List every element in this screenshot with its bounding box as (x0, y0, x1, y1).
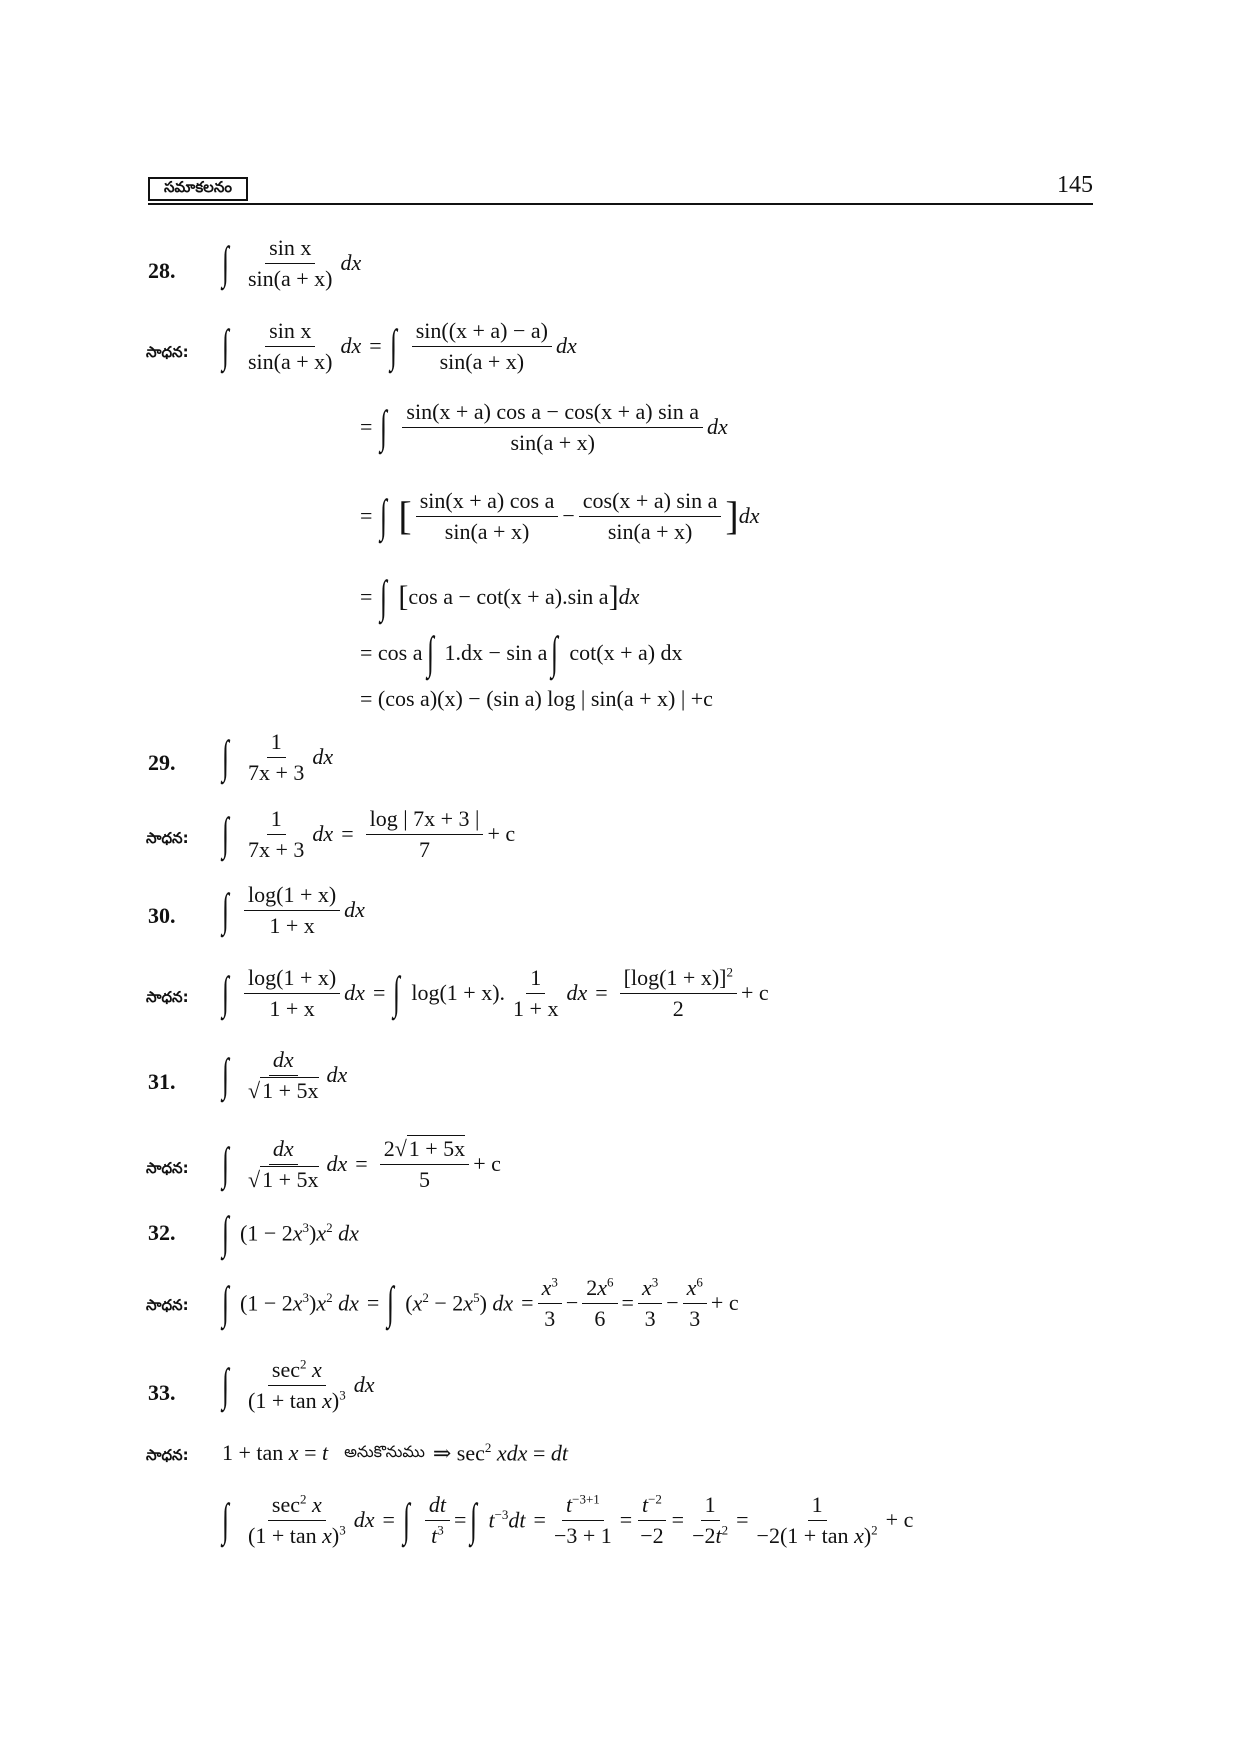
integral-sign: ∫ (222, 237, 229, 289)
problem-33-question: ∫ $\frac{\sec^2 x}{(1 + \tan x)^3}$ dx (222, 1356, 375, 1413)
solution-28-line-3: = ∫ [ $\frac{\text{sin(x + a) cos a}}{\sin(a + x)}$ − $\frac{\text{cos(x + a) sin a}}{\sin(a + x)}$ ] dx (360, 488, 760, 544)
solution-33-substitution: 1 + tan x = t అనుకొనుము ⇒ $\sec^2$ xdx = dt (222, 1440, 568, 1466)
problem-30-number: 30. (148, 903, 176, 928)
chapter-label: సమాకలనం (164, 178, 232, 196)
solution-29-label: సాధన: (146, 829, 189, 847)
page-number: 145 (1057, 172, 1093, 198)
problem-31-question: ∫ $\frac{dx}{√1 + 5x}$ dx (222, 1047, 348, 1103)
solution-29: ∫ $\frac{1}{7x + 3}$ dx = $\frac{\log | 7x + 3 |}{7}$ + c (222, 806, 516, 862)
solution-30: ∫ $\frac{\log(1 + x)}{1 + x}$ dx = ∫ log(1 + x). $\frac{1}{1 + x}$ dx = $\frac{[\log(1 + x)]^2}{2}$ + c (222, 964, 769, 1021)
chapter-label-box (148, 177, 248, 201)
problem-29-question: ∫ $\frac{1}{7x + 3}$ dx (222, 729, 334, 785)
problem-32-question: ∫ $(1 - 2x^3)x^2$ dx (222, 1207, 359, 1258)
problem-33-number: 33. (148, 1380, 176, 1405)
problem-29-number: 29. (148, 750, 176, 775)
solution-33-line-2: ∫ $\frac{\sec^2 x}{(1 + \tan x)^3}$ dx = ∫ $\frac{dt}{t^3}$ = ∫ $t^{-3}dt$ = $\frac{t^{-3+1}}{-3 + 1}$ = $\frac{t^{-2}}{-2}$ = $\frac{1}{-2t^2}$ = $\frac{1}{-2(1 + \tan x)^2}$ + c (222, 1491, 914, 1548)
problem-30-question: ∫ $\frac{\log(1 + x)}{1 + x}$ dx (222, 882, 365, 938)
problem-28-number: 28. (148, 258, 176, 283)
solution-32: ∫ $(1 - 2x^3)x^2$ dx = ∫ $(x^2 - 2x^5)$ dx = $\frac{x^3}{3}$ − $\frac{2x^6}{6}$ = $\frac{x^3}{3}$ − $\frac{x^6}{3}$ + c (222, 1274, 739, 1331)
solution-32-label: సాధన: (146, 1296, 189, 1314)
solution-31: ∫ $\frac{dx}{√1 + 5x}$ dx = $\frac{2√1 + 5x}{5}$ + c (222, 1136, 501, 1192)
solution-28-line-5: = cos a ∫ 1.dx − sin a ∫ cot(x + a) dx (360, 627, 683, 678)
problem-32-number: 32. (148, 1220, 176, 1245)
solution-31-label: సాధన: (146, 1159, 189, 1177)
solution-28-label: సాధన: (146, 343, 189, 361)
solution-28-line-2: = ∫ $\frac{\text{sin(x + a) cos a − cos(x + a) sin a}}{\sin(a + x)}$ dx (360, 399, 728, 455)
solution-28-line-1: ∫ $\frac{\text{sin x}}{\sin(a + x)}$ dx = ∫ $\frac{\sin((x + a) - a)}{\sin(a + x)}$ dx (222, 318, 577, 374)
problem-28-question: ∫ $\frac{\text{sin x}}{\sin(a + x)}$ dx (222, 233, 361, 293)
solution-28-line-6: = (cos a)(x) − (sin a) log | sin(a + x) | +c (360, 686, 713, 711)
header-rule (148, 203, 1093, 205)
solution-28-line-4: = ∫ [ cos a − cot(x + a).sin a ] dx (360, 571, 640, 622)
problem-31-number: 31. (148, 1069, 176, 1094)
solution-33-label: సాధన: (146, 1446, 189, 1464)
solution-30-label: సాధన: (146, 988, 189, 1006)
fraction: $\frac{\text{sin x}}{\sin(a + x)}$ (248, 235, 333, 291)
